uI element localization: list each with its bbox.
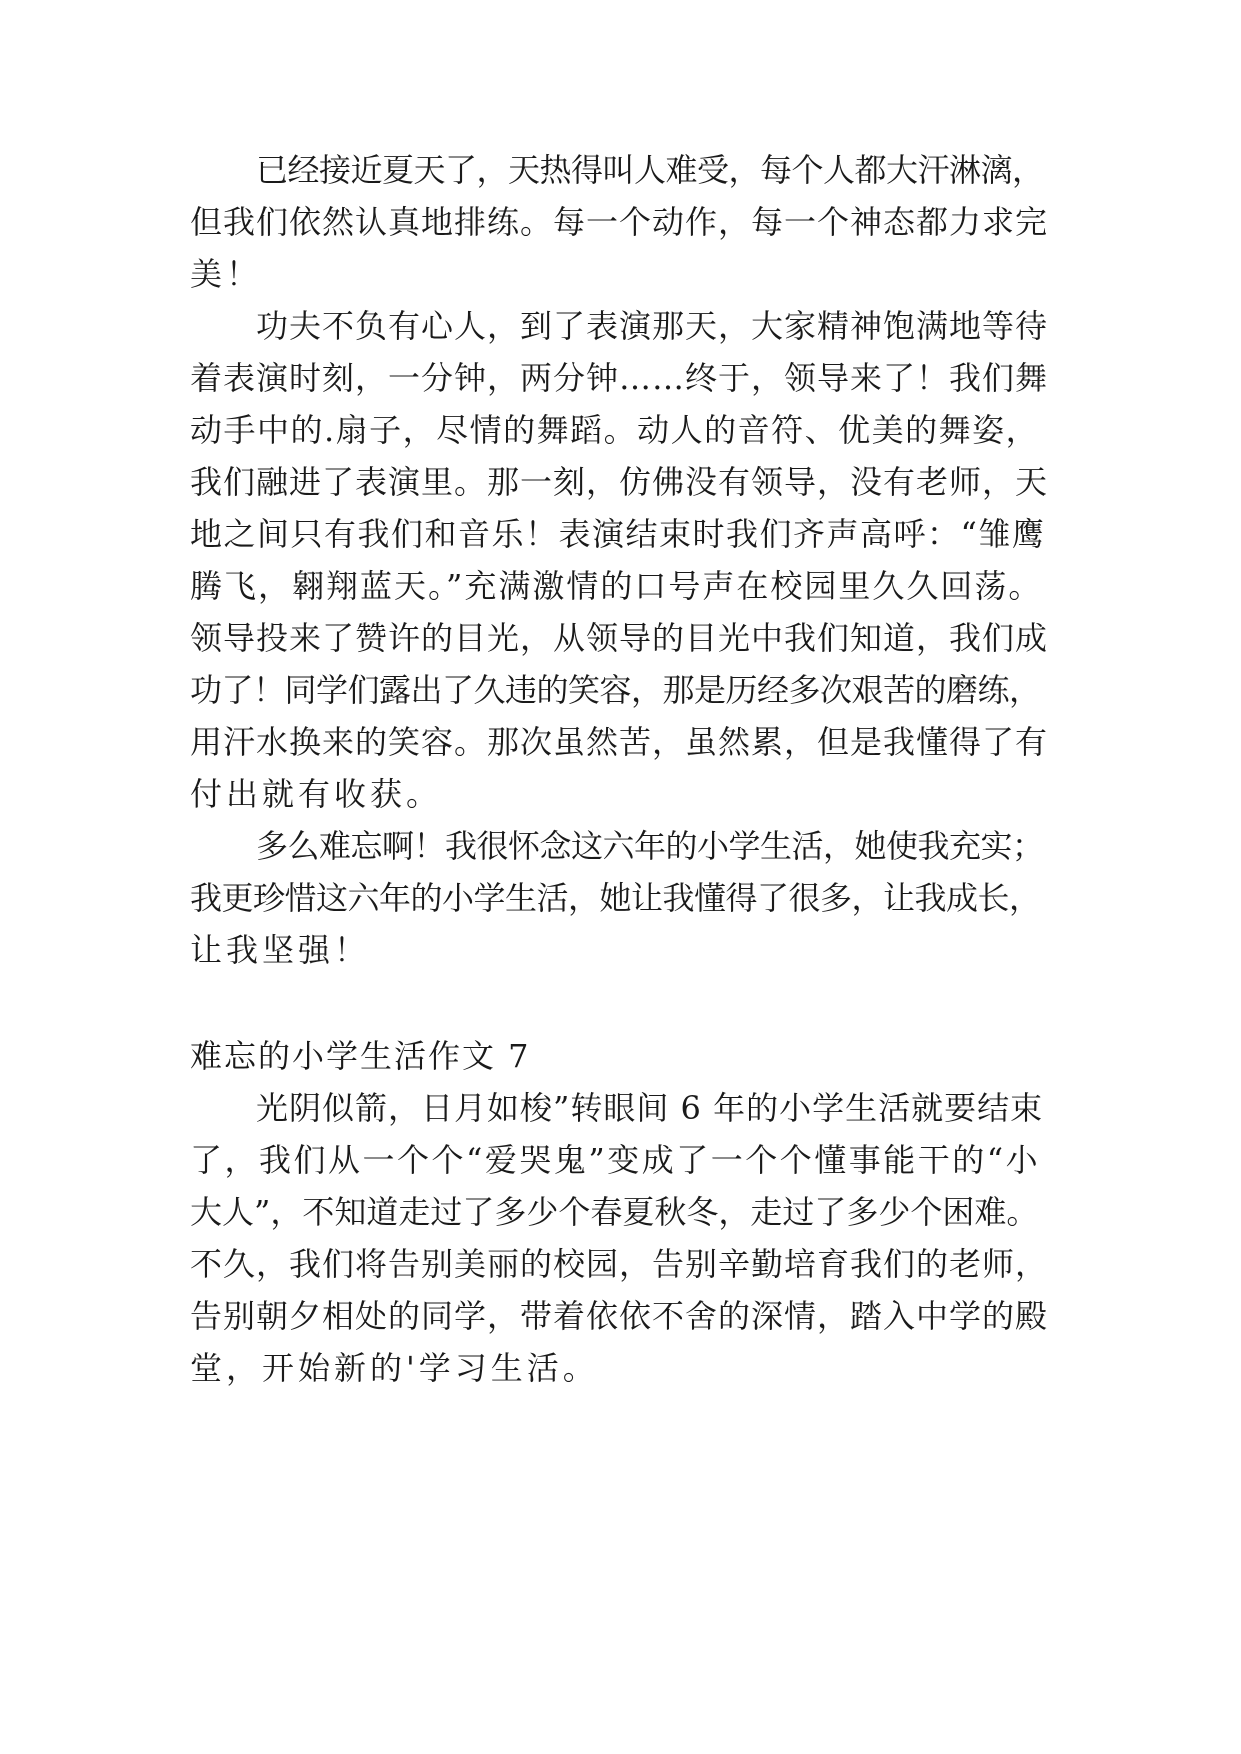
paragraph-1-line-3: 美！ [190,255,263,293]
paragraph-2-line-2: 着表演时刻，一分钟，两分钟……终于，领导来了！我们舞 [190,359,1049,397]
paragraph-1-line-1: 已经接近夏天了，天热得叫人难受，每个人都大汗淋漓， [256,151,1044,189]
paragraph-2-line-9: 用汗水换来的笑容。那次虽然苦，虽然累，但是我懂得了有 [190,723,1049,761]
paragraph-2-line-1: 功夫不负有心人，到了表演那天，大家精神饱满地等待 [256,307,1049,345]
paragraph-2-line-3: 动手中的.扇子，尽情的舞蹈。动人的音符、优美的舞姿， [190,411,1040,449]
section-paragraph-line-1: 光阴似箭，日月如梭”转眼间 6 年的小学生活就要结束 [256,1089,1044,1127]
paragraph-2-line-10: 付出就有收获。 [190,775,443,813]
section-paragraph-line-2: 了，我们从一个个“爱哭鬼”变成了一个个懂事能干的“小 [190,1141,1041,1179]
paragraph-2-line-6: 腾飞，翱翔蓝天。”充满激情的口号声在校园里久久回荡。 [190,567,1043,605]
section-paragraph-line-6: 堂，开始新的'学习生活。 [190,1349,599,1387]
paragraph-2-line-4: 我们融进了表演里。那一刻，仿佛没有领导，没有老师，天 [190,463,1049,501]
paragraph-3-line-1: 多么难忘啊！我很怀念这六年的小学生活，她使我充实； [256,827,1044,865]
paragraph-2-line-5: 地之间只有我们和音乐！表演结束时我们齐声高呼：“雏鹰 [190,515,1046,553]
paragraph-3-line-3: 让我坚强！ [190,931,371,969]
section-title: 难忘的小学生活作文 7 [190,1037,531,1075]
paragraph-1-line-2: 但我们依然认真地排练。每一个动作，每一个神态都力求完 [190,203,1049,241]
paragraph-2-line-8: 功了！同学们露出了久违的笑容，那是历经多次艰苦的磨练， [190,671,1041,709]
section-paragraph-line-3: 大人”，不知道走过了多少个春夏秋冬，走过了多少个困难。 [190,1193,1039,1231]
paragraph-3-line-2: 我更珍惜这六年的小学生活，她让我懂得了很多，让我成长， [190,879,1041,917]
paragraph-2-line-7: 领导投来了赞许的目光，从领导的目光中我们知道，我们成 [190,619,1049,657]
section-paragraph-line-5: 告别朝夕相处的同学，带着依依不舍的深情，踏入中学的殿 [190,1297,1049,1335]
section-paragraph-line-4: 不久，我们将告别美丽的校园，告别辛勤培育我们的老师， [190,1245,1049,1283]
